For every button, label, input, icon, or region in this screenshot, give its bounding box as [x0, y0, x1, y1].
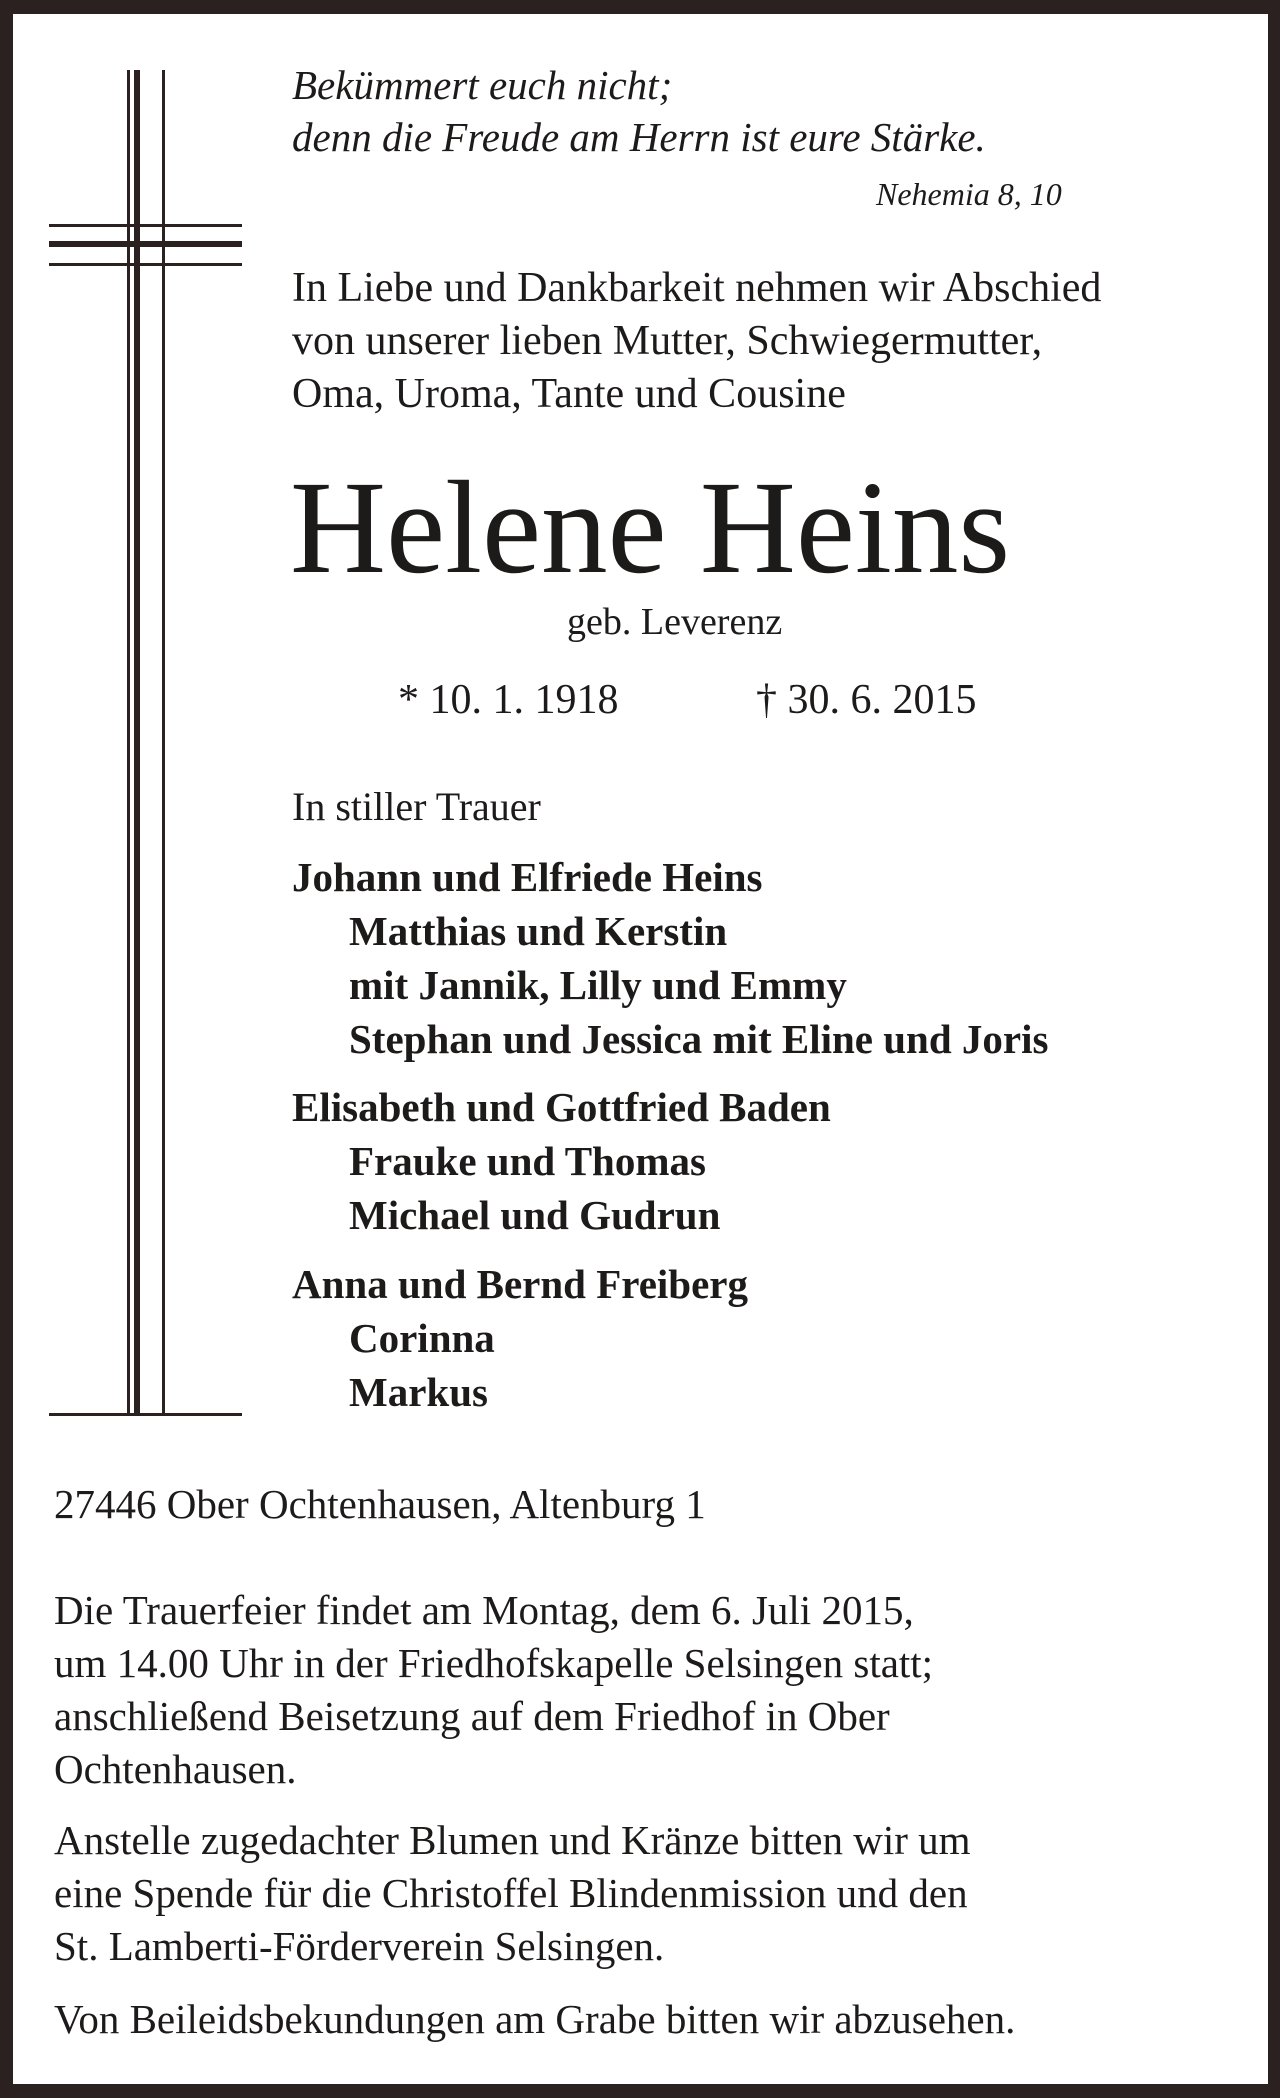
- intro-text: [292, 262, 1101, 421]
- family-head: Johann und Elfriede Heins: [292, 854, 763, 900]
- verse-line: Bekümmert euch nicht;: [292, 62, 673, 108]
- death-date: † 30. 6. 2015: [756, 677, 977, 723]
- family-member: Stephan und Jessica mit Eline und Joris: [349, 1016, 1049, 1062]
- ceremony-line: Die Trauerfeier findet am Montag, dem 6. Juli 2015,: [54, 1587, 914, 1633]
- family-group: [292, 1080, 831, 1242]
- verse-line: denn die Freude am Herrn ist eure Stärke.: [292, 114, 986, 160]
- family-group: [292, 1257, 748, 1419]
- family-member: Michael und Gudrun: [349, 1192, 721, 1238]
- donation-line: Anstelle zugedachter Blumen und Kränze bitten wir um: [54, 1817, 971, 1863]
- intro-line: Oma, Uroma, Tante und Cousine: [292, 371, 846, 417]
- family-member: Matthias und Kerstin: [349, 908, 728, 954]
- family-member: Frauke und Thomas: [349, 1138, 706, 1184]
- mourners-heading: In stiller Trauer: [292, 784, 541, 829]
- ceremony-line: Ochtenhausen.: [54, 1746, 297, 1792]
- family-head: Elisabeth und Gottfried Baden: [292, 1084, 831, 1130]
- family-member: Markus: [349, 1369, 488, 1415]
- family-member: mit Jannik, Lilly und Emmy: [349, 962, 847, 1008]
- family-head: Anna und Bernd Freiberg: [292, 1261, 749, 1307]
- intro-line: von unserer lieben Mutter, Schwiegermutter,: [292, 318, 1043, 364]
- verse-reference: Nehemia 8, 10: [876, 176, 1062, 212]
- ceremony-text: [54, 1584, 933, 1796]
- condolence-note: Von Beileidsbekundungen am Grabe bitten wir abzusehen.: [54, 1996, 1016, 2042]
- ceremony-line: anschließend Beisetzung auf dem Friedhof in Ober: [54, 1693, 890, 1739]
- birth-date: * 10. 1. 1918: [398, 677, 619, 723]
- donation-text: [54, 1814, 971, 1973]
- address: 27446 Ober Ochtenhausen, Altenburg 1: [54, 1481, 706, 1527]
- deceased-name: Helene Heins: [290, 453, 1011, 601]
- donation-line: St. Lamberti-Förderverein Selsingen.: [54, 1923, 665, 1969]
- ceremony-line: um 14.00 Uhr in der Friedhofskapelle Selsingen statt;: [54, 1640, 934, 1686]
- donation-line: eine Spende für die Christoffel Blindenmission und den: [54, 1870, 968, 1916]
- family-member: Corinna: [349, 1315, 495, 1361]
- family-group: [292, 850, 1048, 1066]
- maiden-name: geb. Leverenz: [567, 601, 783, 643]
- intro-line: In Liebe und Dankbarkeit nehmen wir Abschied: [292, 265, 1102, 311]
